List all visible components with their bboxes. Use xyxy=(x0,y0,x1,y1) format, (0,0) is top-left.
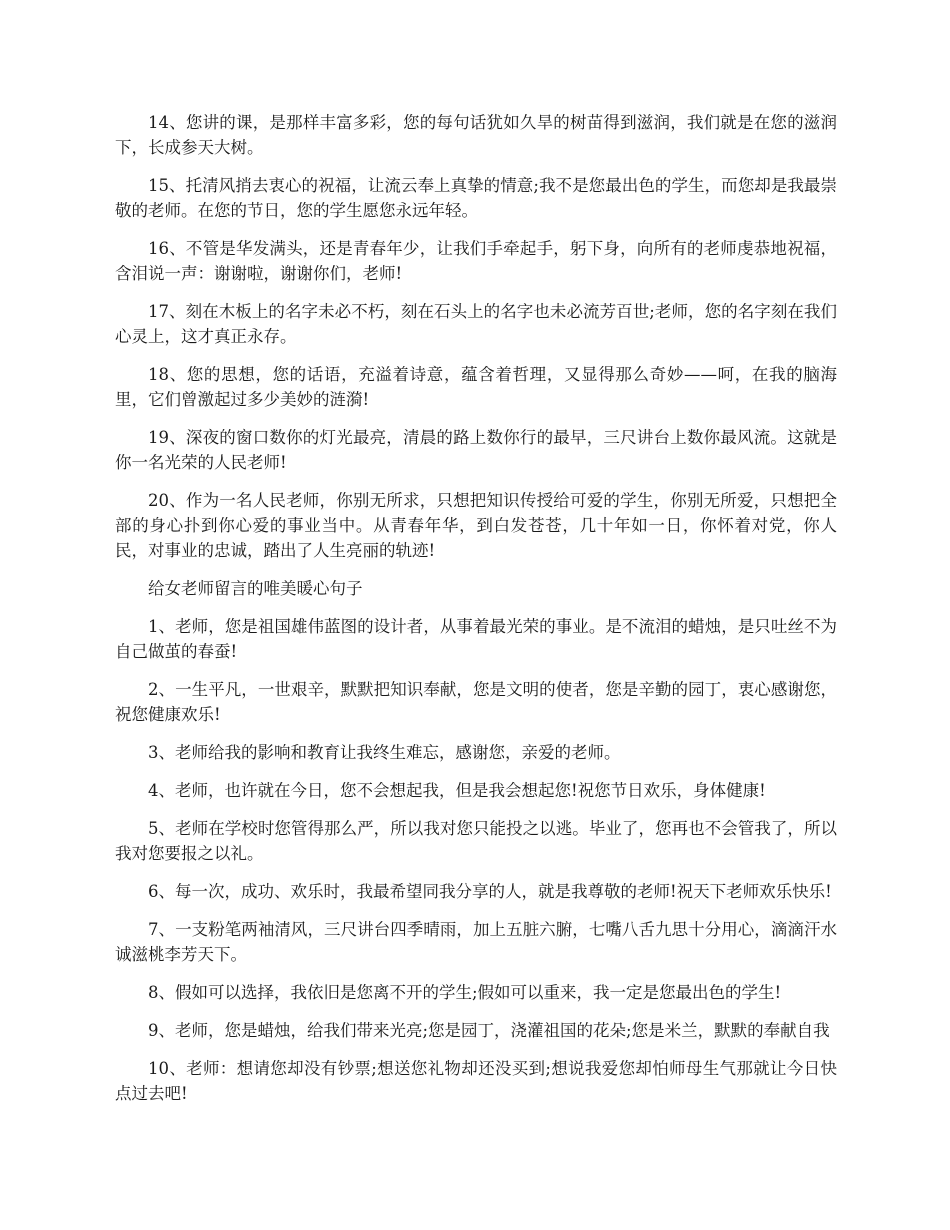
list-item-9: 9、老师，您是蜡烛，给我们带来光亮;您是园丁，浇灌祖国的花朵;您是米兰，默默的奉献自我 xyxy=(148,1021,830,1040)
list-item-3: 3、老师给我的影响和教育让我终生难忘，感谢您，亲爱的老师。 xyxy=(148,743,621,762)
list-item-4: 4、老师，也许就在今日，您不会想起我，但是我会想起您!祝您节日欢乐，身体健康! xyxy=(148,781,766,800)
paragraph-20: 20、作为一名人民老师，你别无所求，只想把知识传授给可爱的学生，你别无所爱，只想把全部的身心扑到你心爱的事业当中。从青春年华，到白发苍苍，几十年如一日，你怀着对党，你人民，对事业的忠诚，踏出了人生亮丽的轨迹! xyxy=(115,491,837,560)
list-item-10: 10、老师：想请您却没有钞票;想送您礼物却还没买到;想说我爱您却怕师母生气那就让今日快点过去吧! xyxy=(115,1059,837,1103)
paragraph-18: 18、您的思想，您的话语，充溢着诗意，蕴含着哲理，又显得那么奇妙——呵，在我的脑海里，它们曾激起过多少美妙的涟漪! xyxy=(115,365,837,409)
list-item-1: 1、老师，您是祖国雄伟蓝图的设计者，从事着最光荣的事业。是不流泪的蜡烛，是只吐丝不为自己做茧的春蚕! xyxy=(115,617,837,661)
paragraph-15: 15、托清风捎去衷心的祝福，让流云奉上真挚的情意;我不是您最出色的学生，而您却是我最崇敬的老师。在您的节日，您的学生愿您永远年轻。 xyxy=(115,176,837,220)
section-heading: 给女老师留言的唯美暖心句子 xyxy=(148,579,363,598)
list-item-8: 8、假如可以选择，我依旧是您离不开的学生;假如可以重来，我一定是您最出色的学生! xyxy=(148,983,782,1002)
list-item-7: 7、一支粉笔两袖清风，三尺讲台四季晴雨，加上五脏六腑，七嘴八舌九思十分用心，滴滴汗水诚滋桃李芳天下。 xyxy=(115,920,837,964)
document-body xyxy=(115,110,837,1119)
paragraph-14: 14、您讲的课，是那样丰富多彩，您的每句话犹如久旱的树苗得到滋润，我们就是在您的滋润下，长成参天大树。 xyxy=(115,113,837,157)
list-item-5: 5、老师在学校时您管得那么严，所以我对您只能投之以逃。毕业了，您再也不会管我了，所以我对您要报之以礼。 xyxy=(115,819,837,863)
paragraph-19: 19、深夜的窗口数你的灯光最亮，清晨的路上数你行的最早，三尺讲台上数你最风流。这就是你一名光荣的人民老师! xyxy=(115,428,837,472)
list-item-6: 6、每一次，成功、欢乐时，我最希望同我分享的人，就是我尊敬的老师!祝天下老师欢乐快乐! xyxy=(148,882,832,901)
paragraph-17: 17、刻在木板上的名字未必不朽，刻在石头上的名字也未必流芳百世;老师，您的名字刻在我们心灵上，这才真正永存。 xyxy=(115,302,837,346)
list-item-2: 2、一生平凡，一世艰辛，默默把知识奉献，您是文明的使者，您是辛勤的园丁，衷心感谢您，祝您健康欢乐! xyxy=(115,680,837,724)
paragraph-16: 16、不管是华发满头，还是青春年少，让我们手牵起手，躬下身，向所有的老师虔恭地祝福，含泪说一声：谢谢啦，谢谢你们，老师! xyxy=(115,239,837,283)
